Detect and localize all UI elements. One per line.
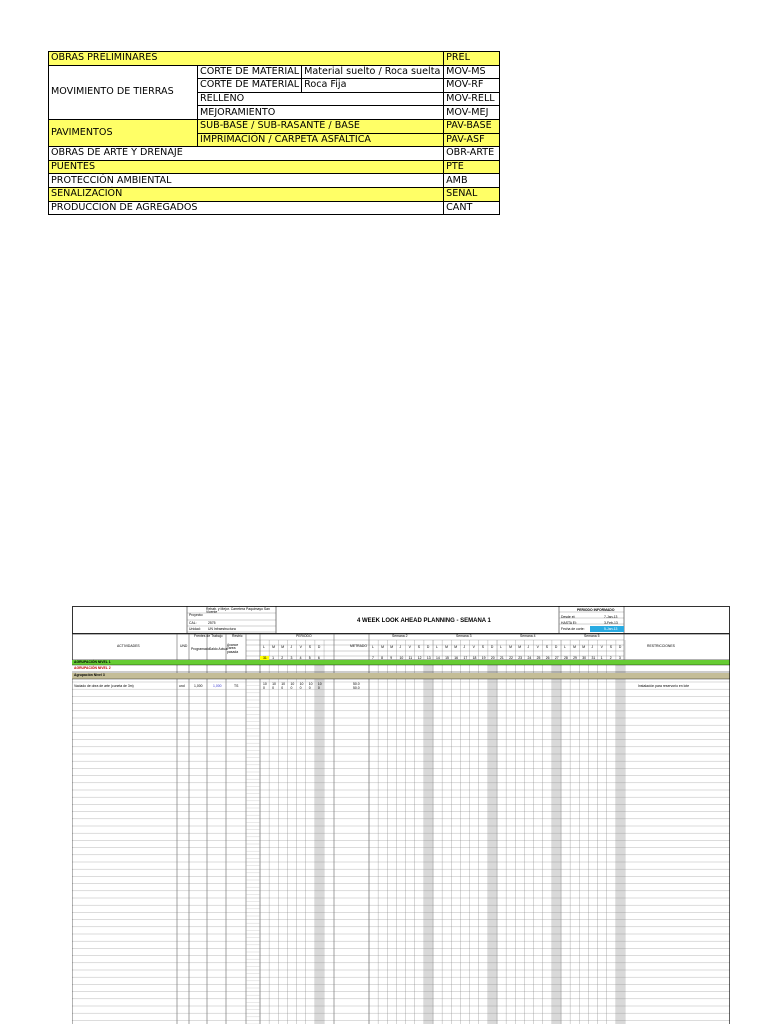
group-row-1	[72, 660, 730, 665]
day-date: 5	[308, 655, 311, 660]
day-letter: L	[500, 645, 502, 649]
metrado-header: METRADO	[350, 644, 367, 648]
activity-programado: 1,000	[194, 684, 203, 688]
table-row	[49, 174, 500, 188]
day-date: 7	[372, 655, 374, 660]
activity-name: Vaciado de obra de arte (cuneta de 3m)	[74, 684, 134, 688]
sunday-column	[315, 660, 324, 1024]
day-letter: J	[290, 645, 293, 649]
day-letter: M	[582, 645, 586, 649]
sunday-column	[488, 660, 497, 1024]
day-date: 19	[481, 655, 486, 660]
subcategory-cell: MEJORAMIENTO	[198, 106, 444, 120]
code-cell: PAV-ASF	[444, 133, 500, 147]
table-row	[49, 65, 500, 79]
activity-day-value: 0	[308, 685, 311, 690]
day-letter: V	[536, 645, 539, 649]
table-row	[49, 187, 500, 201]
code-cell: PAV-BASE	[444, 119, 500, 133]
day-letter: J	[527, 645, 530, 649]
day-date: 26	[545, 655, 550, 660]
day-date: 6	[317, 655, 320, 660]
activity-saldo: 1,000	[213, 684, 222, 688]
day-date: 27	[554, 655, 559, 660]
day-date: 23	[518, 655, 523, 660]
day-date: 22	[509, 655, 513, 660]
semana-label: Semana 4	[520, 634, 536, 638]
table-row	[49, 119, 500, 133]
day-letter: L	[263, 645, 265, 649]
cal-value: 2575	[208, 621, 216, 625]
category-cell: MOVIMIENTO DE TIERRAS	[49, 65, 198, 119]
semana-label: Semana 5	[584, 634, 600, 638]
day-date: 1	[272, 655, 275, 660]
day-letter: V	[408, 645, 411, 649]
desde-value: 7-Jan-13	[604, 615, 618, 619]
day-letter: L	[436, 645, 438, 649]
activity-avance: TS	[234, 684, 239, 688]
subcategory-cell: RELLENO	[198, 92, 444, 106]
code-cell: PTE	[444, 160, 500, 174]
semana-label: PERIODO	[296, 634, 312, 638]
code-cell: MOV-MS	[444, 65, 500, 79]
day-date: 3	[618, 655, 621, 660]
day-date: 4	[299, 655, 302, 660]
unidad-value: UN Infraestructura	[208, 627, 236, 631]
activity-day-value: 0	[263, 685, 265, 690]
day-letter: S	[545, 645, 549, 649]
desde-label: Desde el:	[561, 615, 576, 619]
day-letter: M	[381, 645, 384, 649]
day-letter: J	[399, 645, 402, 649]
sunday-column	[616, 660, 625, 1024]
frentes-header: Frentes de Trabajo	[194, 634, 223, 638]
category-cell: PUENTES	[49, 160, 444, 174]
day-date: 11	[408, 655, 413, 660]
day-letter: M	[518, 645, 522, 649]
day-letter: M	[281, 645, 285, 649]
day-date: 25	[536, 655, 541, 660]
detail-cell: Roca Fija	[302, 79, 444, 93]
day-date: 15	[445, 655, 449, 660]
activity-day-value: 0	[281, 685, 284, 690]
activity-day-value: 10	[290, 681, 295, 686]
day-letter: S	[609, 645, 613, 649]
group-level-2: AGRUPACIÓN NIVEL 2	[74, 666, 111, 670]
day-date: 12	[417, 655, 422, 660]
day-letter: D	[426, 645, 430, 649]
day-date: 28	[564, 655, 568, 660]
detail-cell: Material suelto / Roca suelta	[302, 65, 444, 79]
sheet-grid	[72, 606, 730, 1024]
category-cell: OBRAS PRELIMINARES	[49, 52, 444, 66]
activity-metrado: 50.0	[353, 686, 360, 690]
activity-day-value: 10	[272, 681, 276, 686]
code-cell: AMB	[444, 174, 500, 188]
periodo-title: PERIODO INFORMADO	[577, 608, 615, 612]
activity-day-value: 0	[299, 685, 302, 690]
day-letter: M	[390, 645, 394, 649]
category-cell: OBRAS DE ARTE Y DRENAJE	[49, 147, 444, 161]
group-level-3: Agrupación Nivel 3	[74, 673, 105, 677]
day-letter: L	[372, 645, 374, 649]
restricciones-header: RESTRICCIONES	[647, 644, 675, 648]
corte-label: Fecha de corte:	[561, 627, 585, 631]
day-letter: M	[454, 645, 458, 649]
proyecto-value: Rehab. y Mejor. Carretera Paquimayo San Vicente	[206, 607, 270, 615]
day-letter: D	[317, 645, 321, 649]
subcategory-cell: IMPRIMACIÓN / CARPETA ASFÁLTICA	[198, 133, 444, 147]
category-cell: SEÑALIZACIÓN	[49, 187, 444, 201]
day-letter: M	[573, 645, 576, 649]
day-date: 29	[573, 655, 577, 660]
day-date: 1	[600, 655, 603, 660]
day-letter: V	[472, 645, 475, 649]
corte-value: 5-Jan-13	[604, 627, 618, 631]
table-row	[49, 52, 500, 66]
activity-day-value: 10	[317, 681, 322, 686]
day-date: 24	[527, 655, 532, 660]
unidad-label: Unidad:	[189, 627, 201, 631]
day-letter: M	[445, 645, 448, 649]
day-letter: L	[564, 645, 566, 649]
day-letter: D	[554, 645, 558, 649]
code-cell: SEÑAL	[444, 187, 500, 201]
page-title: 4 WEEK LOOK AHEAD PLANNING - SEMANA 1	[357, 618, 491, 624]
subcategory-cell: CORTE DE MATERIAL	[198, 79, 302, 93]
day-date: 2	[281, 655, 284, 660]
planning-sheet	[72, 606, 730, 1024]
activity-day-value: 0	[317, 685, 320, 690]
semana-label: Semana 3	[456, 634, 472, 638]
sunday-column	[552, 660, 561, 1024]
table-row	[49, 160, 500, 174]
day-letter: D	[490, 645, 494, 649]
day-letter: S	[481, 645, 485, 649]
day-date: 14	[436, 655, 440, 660]
table-row	[49, 147, 500, 161]
actividades-header: ACTIVIDADES	[117, 644, 140, 648]
day-date: 31	[263, 655, 267, 660]
day-date: 31	[591, 655, 596, 660]
activity-day-value: 10	[281, 681, 286, 686]
subcategory-cell: SUB-BASE / SUB-RASANTE / BASE	[198, 119, 444, 133]
day-letter: M	[272, 645, 275, 649]
group-level-1: AGRUPACIÓN NIVEL 1	[74, 660, 111, 664]
day-letter: S	[308, 645, 312, 649]
day-letter: V	[299, 645, 302, 649]
group-row-3	[72, 673, 730, 679]
day-date: 3	[290, 655, 293, 660]
hasta-value: 3-Feb-13	[604, 621, 618, 625]
category-cell: PRODUCCIÓN DE AGREGADOS	[49, 201, 444, 215]
code-cell: MOV-RELL	[444, 92, 500, 106]
day-date: 30	[582, 655, 587, 660]
semana-label: Semana 2	[392, 634, 408, 638]
activity-restriccion: Instalación para reservorio en lote	[638, 684, 690, 688]
day-date: 21	[500, 655, 504, 660]
day-date: 17	[463, 655, 468, 660]
table-row	[49, 201, 500, 215]
hasta-label: HASTA El:	[561, 621, 577, 625]
activity-metrado: 50.0	[353, 682, 360, 686]
avance-header: Avance Tarea pasada	[227, 643, 239, 654]
programado-header: Programado	[191, 647, 210, 651]
category-cell: PAVIMENTOS	[49, 119, 198, 146]
und-header: UND	[180, 644, 188, 648]
category-cell: PROTECCIÓN AMBIENTAL	[49, 174, 444, 188]
activity-day-value: 10	[299, 681, 304, 686]
day-letter: J	[591, 645, 594, 649]
codes-table	[48, 51, 500, 215]
day-letter: S	[417, 645, 421, 649]
day-date: 10	[399, 655, 404, 660]
activity-day-value: 0	[272, 685, 275, 690]
day-date: 2	[609, 655, 612, 660]
activity-day-value: 10	[308, 681, 313, 686]
day-letter: D	[618, 645, 622, 649]
day-letter: V	[600, 645, 603, 649]
activity-day-value: 10	[263, 681, 267, 686]
code-cell: MOV-MEJ	[444, 106, 500, 120]
subcategory-cell: CORTE DE MATERIAL	[198, 65, 302, 79]
day-date: 20	[490, 655, 495, 660]
code-cell: MOV-RF	[444, 79, 500, 93]
saldo-header: Saldo Actual	[209, 647, 228, 651]
day-date: 8	[381, 655, 384, 660]
restric-header: Restric	[232, 634, 243, 638]
day-letter: M	[509, 645, 512, 649]
sunday-column	[424, 660, 433, 1024]
activity-und: und	[179, 684, 185, 688]
proyecto-label: Proyecto:	[189, 613, 204, 617]
activity-day-value: 0	[290, 685, 293, 690]
code-cell: CANT	[444, 201, 500, 215]
day-date: 9	[390, 655, 393, 660]
cal-label: CAL:	[189, 621, 197, 625]
day-letter: J	[463, 645, 466, 649]
code-cell: PREL	[444, 52, 500, 66]
code-cell: OBR-ARTE	[444, 147, 500, 161]
day-date: 18	[472, 655, 477, 660]
day-date: 13	[426, 655, 431, 660]
day-date: 16	[454, 655, 459, 660]
